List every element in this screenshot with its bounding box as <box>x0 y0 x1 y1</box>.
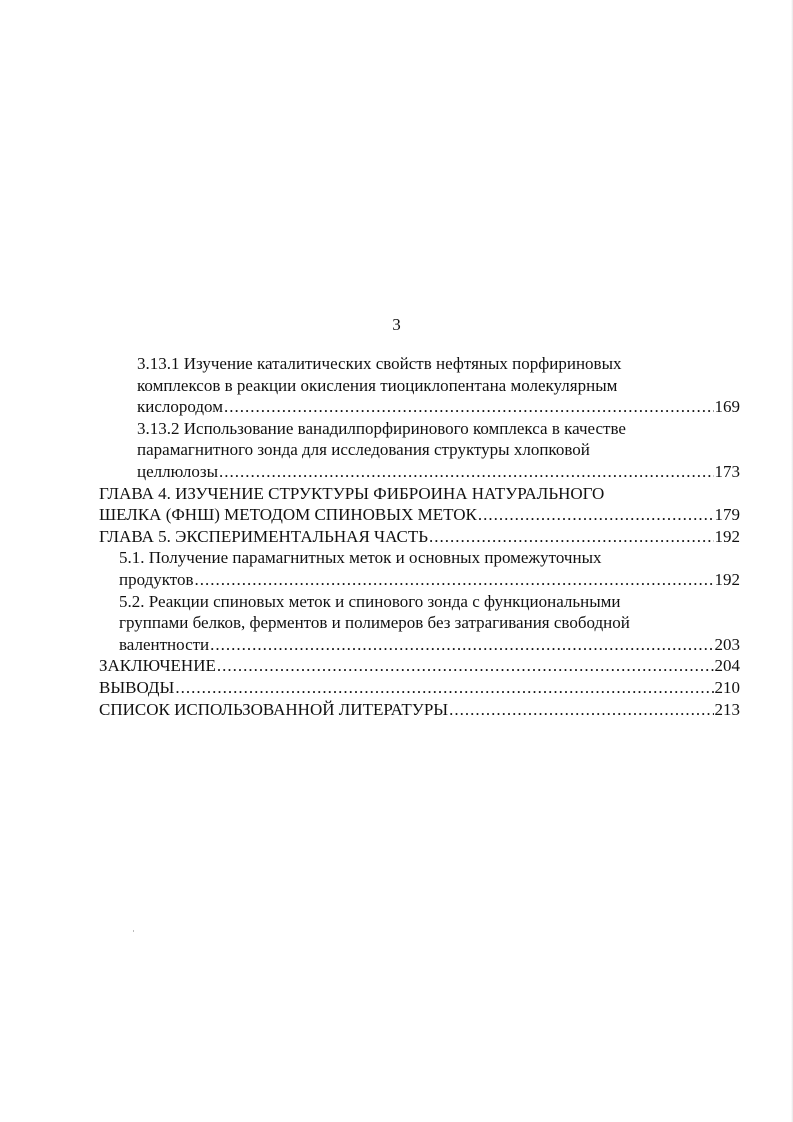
toc-page-number: 204 <box>714 656 740 676</box>
toc-page-number: 213 <box>714 699 740 719</box>
toc-entry-line: 3.13.1 Изучение каталитических свойств нефтяных порфириновых <box>137 354 622 373</box>
dot-leader <box>217 655 714 677</box>
toc-entry-title: СПИСОК ИСПОЛЬЗОВАННОЙ ЛИТЕРАТУРЫ <box>99 699 449 719</box>
dot-leader <box>449 699 713 721</box>
toc-entry-last-line <box>119 634 740 656</box>
toc-entry-line: 5.1. Получение парамагнитных меток и основных промежуточных <box>119 548 602 568</box>
toc-entry-title: кислородом <box>137 397 223 417</box>
page-number: 3 <box>392 315 401 334</box>
toc-entry-title: ГЛАВА 5. ЭКСПЕРИМЕНТАЛЬНАЯ ЧАСТЬ <box>99 526 429 546</box>
toc-entry-title: целлюлозы <box>137 461 219 481</box>
toc-page-number: 203 <box>714 634 740 654</box>
toc-page-number: 173 <box>714 461 740 481</box>
toc-entry[interactable] <box>99 483 740 526</box>
toc-entry-line: парамагнитного зонда для исследования структуры хлопковой <box>137 440 590 460</box>
toc-entry[interactable] <box>99 526 740 548</box>
toc-entry-title: валентности <box>119 634 210 654</box>
toc-entry[interactable] <box>99 655 740 677</box>
toc-entry-line: группами белков, ферментов и полимеров без затрагивания свободной <box>119 613 630 633</box>
toc-entry-last-line <box>137 396 740 418</box>
toc-page-number: 210 <box>714 677 740 697</box>
table-of-contents <box>99 353 740 720</box>
toc-entry-last-line <box>137 461 740 483</box>
dot-leader <box>210 634 713 656</box>
scan-artifact <box>133 930 134 932</box>
toc-entry-line: 5.2. Реакции спиновых меток и спинового зонда с функциональными <box>119 591 621 611</box>
toc-entry-title: ШЕЛКА (ФНШ) МЕТОДОМ СПИНОВЫХ МЕТОК <box>99 505 477 525</box>
toc-entry[interactable] <box>99 547 740 590</box>
toc-entry-last-line <box>99 677 740 699</box>
dot-leader <box>219 461 713 483</box>
toc-entry-last-line <box>99 526 740 548</box>
toc-entry-last-line <box>99 655 740 677</box>
toc-page-number: 192 <box>714 569 740 589</box>
toc-entry[interactable] <box>99 353 740 418</box>
toc-entry[interactable] <box>99 699 740 721</box>
toc-page-number: 169 <box>714 397 740 417</box>
toc-entry-line: ГЛАВА 4. ИЗУЧЕНИЕ СТРУКТУРЫ ФИБРОИНА НАТУРАЛЬНОГО <box>99 483 605 503</box>
toc-entry-last-line <box>119 569 740 591</box>
dot-leader <box>429 526 713 548</box>
dot-leader <box>478 504 714 526</box>
toc-page-number: 179 <box>714 505 740 525</box>
dot-leader <box>175 677 713 699</box>
dot-leader <box>224 396 714 418</box>
toc-entry-line: 3.13.2 Использование ванадилпорфиринового комплекса в качестве <box>137 418 626 438</box>
toc-entry-last-line <box>99 504 740 526</box>
toc-entry[interactable] <box>99 677 740 699</box>
toc-entry-line: комплексов в реакции окисления тиоциклопентана молекулярным <box>137 375 618 395</box>
toc-entry-title: ВЫВОДЫ <box>99 677 175 697</box>
toc-entry[interactable] <box>99 591 740 656</box>
dot-leader <box>195 569 714 591</box>
toc-entry-title: продуктов <box>119 569 194 589</box>
toc-entry[interactable] <box>99 418 740 483</box>
toc-entry-title: ЗАКЛЮЧЕНИЕ <box>99 656 216 676</box>
toc-entry-last-line <box>99 699 740 721</box>
toc-page-number: 192 <box>714 526 740 546</box>
